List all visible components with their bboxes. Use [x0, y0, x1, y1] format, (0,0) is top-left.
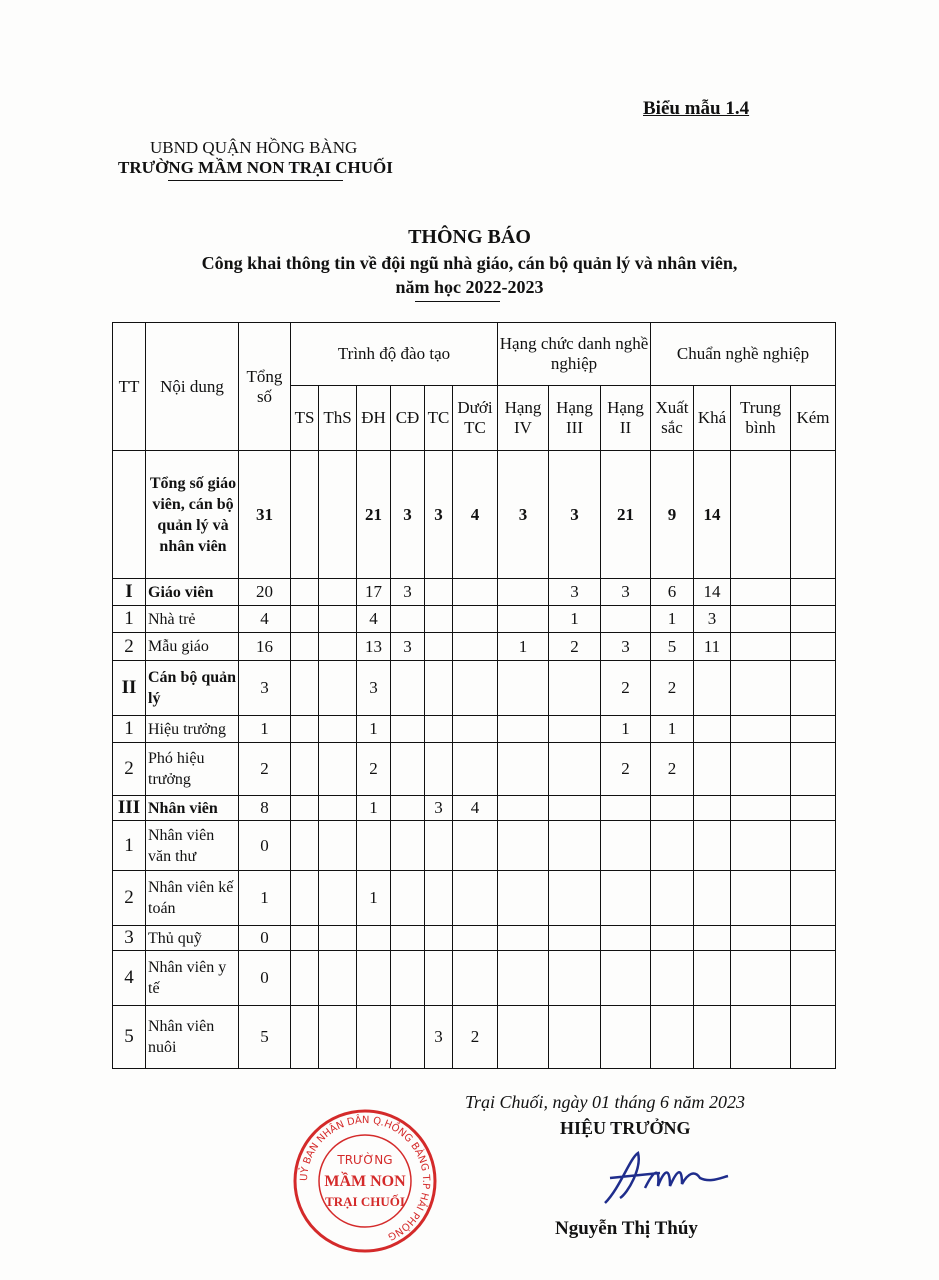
cell-value	[731, 796, 791, 821]
cell-value: 3	[357, 661, 391, 716]
cell-value	[498, 743, 549, 796]
cell-value	[357, 1006, 391, 1069]
cell-value	[731, 661, 791, 716]
row-label: Nhà trẻ	[146, 606, 239, 633]
cell-value: 3	[425, 1006, 453, 1069]
cell-value	[498, 716, 549, 743]
cell-value: 1	[239, 871, 291, 926]
cell-value	[391, 951, 425, 1006]
cell-value	[601, 926, 651, 951]
cell-value: 2	[357, 743, 391, 796]
cell-value: 1	[651, 606, 694, 633]
cell-value	[498, 1006, 549, 1069]
cell-value	[791, 661, 836, 716]
cell-value	[694, 796, 731, 821]
cell-value	[601, 796, 651, 821]
cell-value	[391, 661, 425, 716]
cell-value	[651, 796, 694, 821]
cell-value: 3	[425, 796, 453, 821]
cell-value: 0	[239, 951, 291, 1006]
row-index: 1	[113, 716, 146, 743]
cell-value	[291, 451, 319, 579]
row-index: I	[113, 579, 146, 606]
cell-value	[319, 871, 357, 926]
cell-value	[453, 579, 498, 606]
cell-value: 31	[239, 451, 291, 579]
document-subtitle	[0, 251, 939, 299]
cell-value	[651, 926, 694, 951]
cell-value: 8	[239, 796, 291, 821]
table-row	[113, 716, 836, 743]
cell-value	[791, 743, 836, 796]
cell-value	[319, 606, 357, 633]
cell-value	[549, 661, 601, 716]
row-label: Tổng số giáo viên, cán bộ quản lý và nhân viên	[146, 451, 239, 579]
header-training-sub: CĐ	[391, 386, 425, 451]
subtitle-line: năm học 2022-2023	[395, 277, 544, 297]
cell-value	[425, 951, 453, 1006]
cell-value	[498, 796, 549, 821]
cell-value	[425, 606, 453, 633]
cell-value	[425, 821, 453, 871]
cell-value	[453, 606, 498, 633]
cell-value	[731, 716, 791, 743]
cell-value: 16	[239, 633, 291, 661]
cell-value	[731, 871, 791, 926]
cell-value	[357, 951, 391, 1006]
table-row	[113, 743, 836, 796]
cell-value	[498, 606, 549, 633]
cell-value: 9	[651, 451, 694, 579]
cell-value: 1	[498, 633, 549, 661]
cell-value	[694, 821, 731, 871]
header-standard-sub: Trung bình	[731, 386, 791, 451]
cell-value	[319, 661, 357, 716]
header-rank-sub: Hạng II	[601, 386, 651, 451]
row-index: 4	[113, 951, 146, 1006]
cell-value	[549, 1006, 601, 1069]
cell-value	[694, 743, 731, 796]
cell-value: 1	[549, 606, 601, 633]
cell-value	[453, 951, 498, 1006]
cell-value	[291, 1006, 319, 1069]
cell-value	[731, 606, 791, 633]
cell-value	[291, 743, 319, 796]
table-row	[113, 606, 836, 633]
cell-value	[651, 821, 694, 871]
signature-block	[0, 1092, 939, 1272]
row-label: Phó hiệu trưởng	[146, 743, 239, 796]
cell-value	[319, 716, 357, 743]
cell-value	[731, 821, 791, 871]
signer-role: HIỆU TRƯỞNG	[560, 1118, 691, 1138]
row-index: 3	[113, 926, 146, 951]
cell-value: 0	[239, 821, 291, 871]
cell-value	[425, 633, 453, 661]
header-training-sub: ĐH	[357, 386, 391, 451]
table-row	[113, 871, 836, 926]
cell-value	[291, 926, 319, 951]
cell-value	[291, 796, 319, 821]
row-index: 1	[113, 821, 146, 871]
cell-value	[498, 926, 549, 951]
cell-value	[601, 1006, 651, 1069]
row-index: 2	[113, 633, 146, 661]
cell-value: 1	[239, 716, 291, 743]
cell-value: 0	[239, 926, 291, 951]
cell-value	[731, 579, 791, 606]
cell-value: 2	[549, 633, 601, 661]
cell-value	[291, 606, 319, 633]
table-row	[113, 661, 836, 716]
cell-value: 4	[453, 451, 498, 579]
cell-value: 2	[601, 743, 651, 796]
cell-value: 2	[239, 743, 291, 796]
cell-value	[425, 579, 453, 606]
row-label: Nhân viên	[146, 796, 239, 821]
cell-value	[549, 871, 601, 926]
header-standard: Chuẩn nghề nghiệp	[651, 323, 836, 386]
cell-value	[731, 743, 791, 796]
cell-value	[319, 633, 357, 661]
cell-value: 1	[601, 716, 651, 743]
row-label: Nhân viên văn thư	[146, 821, 239, 871]
cell-value: 11	[694, 633, 731, 661]
cell-value	[791, 579, 836, 606]
header-total: Tổng số	[239, 323, 291, 451]
header-rank-sub: Hạng IV	[498, 386, 549, 451]
cell-value	[694, 716, 731, 743]
cell-value: 3	[694, 606, 731, 633]
cell-value	[425, 926, 453, 951]
cell-value	[291, 716, 319, 743]
cell-value: 3	[549, 579, 601, 606]
cell-value	[319, 743, 357, 796]
cell-value	[319, 451, 357, 579]
header-rank-sub: Hạng III	[549, 386, 601, 451]
cell-value	[319, 821, 357, 871]
cell-value	[651, 871, 694, 926]
row-label: Giáo viên	[146, 579, 239, 606]
cell-value: 4	[239, 606, 291, 633]
cell-value: 2	[601, 661, 651, 716]
cell-value: 13	[357, 633, 391, 661]
cell-value	[731, 926, 791, 951]
row-index: 2	[113, 743, 146, 796]
cell-value	[694, 926, 731, 951]
cell-value	[291, 951, 319, 1006]
cell-value: 2	[651, 743, 694, 796]
cell-value	[453, 821, 498, 871]
table-row	[113, 451, 836, 579]
header-rank: Hạng chức danh nghề nghiệp	[498, 323, 651, 386]
cell-value	[498, 871, 549, 926]
cell-value	[791, 716, 836, 743]
cell-value: 4	[453, 796, 498, 821]
cell-value	[425, 871, 453, 926]
table-row	[113, 951, 836, 1006]
cell-value	[791, 633, 836, 661]
cell-value: 3	[498, 451, 549, 579]
cell-value: 21	[357, 451, 391, 579]
cell-value	[601, 951, 651, 1006]
row-index: 2	[113, 871, 146, 926]
cell-value	[731, 1006, 791, 1069]
cell-value	[791, 796, 836, 821]
cell-value: 3	[425, 451, 453, 579]
table-row	[113, 821, 836, 871]
cell-value	[791, 951, 836, 1006]
cell-value: 5	[651, 633, 694, 661]
cell-value	[453, 661, 498, 716]
table-row	[113, 579, 836, 606]
cell-value	[791, 451, 836, 579]
row-index: III	[113, 796, 146, 821]
cell-value	[391, 821, 425, 871]
cell-value	[549, 821, 601, 871]
cell-value	[549, 951, 601, 1006]
cell-value	[731, 633, 791, 661]
cell-value	[391, 1006, 425, 1069]
cell-value	[694, 951, 731, 1006]
cell-value	[791, 1006, 836, 1069]
cell-value: 3	[391, 633, 425, 661]
cell-value	[291, 661, 319, 716]
cell-value	[425, 661, 453, 716]
subtitle-line: Công khai thông tin về đội ngũ nhà giáo, cán bộ quản lý và nhân viên,	[201, 253, 738, 273]
cell-value	[319, 926, 357, 951]
cell-value	[391, 926, 425, 951]
cell-value	[731, 951, 791, 1006]
divider	[415, 301, 500, 302]
cell-value	[694, 661, 731, 716]
cell-value	[498, 821, 549, 871]
cell-value	[291, 579, 319, 606]
cell-value: 4	[357, 606, 391, 633]
cell-value	[694, 1006, 731, 1069]
cell-value: 21	[601, 451, 651, 579]
cell-value	[319, 951, 357, 1006]
cell-value: 1	[357, 716, 391, 743]
cell-value	[453, 926, 498, 951]
table-row	[113, 633, 836, 661]
cell-value	[453, 871, 498, 926]
header-standard-sub: Kém	[791, 386, 836, 451]
svg-text:TRƯỜNG: TRƯỜNG	[337, 1153, 393, 1167]
table-row	[113, 926, 836, 951]
signature	[600, 1148, 730, 1208]
official-stamp	[290, 1106, 440, 1256]
header-training-sub: TC	[425, 386, 453, 451]
cell-value	[357, 926, 391, 951]
document-title: THÔNG BÁO	[408, 226, 531, 248]
cell-value	[319, 579, 357, 606]
cell-value	[453, 633, 498, 661]
row-label: Nhân viên y tế	[146, 951, 239, 1006]
row-index	[113, 451, 146, 579]
table-row	[113, 1006, 836, 1069]
signing-date: Trại Chuối, ngày 01 tháng 6 năm 2023	[465, 1092, 746, 1112]
header-training-sub: TS	[291, 386, 319, 451]
cell-value	[391, 743, 425, 796]
cell-value	[498, 661, 549, 716]
cell-value	[498, 951, 549, 1006]
row-label: Thủ quỹ	[146, 926, 239, 951]
row-label: Nhân viên kế toán	[146, 871, 239, 926]
cell-value	[391, 716, 425, 743]
row-index: 5	[113, 1006, 146, 1069]
cell-value: 1	[357, 796, 391, 821]
cell-value: 5	[239, 1006, 291, 1069]
cell-value	[549, 796, 601, 821]
cell-value: 3	[601, 579, 651, 606]
svg-text:UỶ BAN NHÂN DÂN Q.HỒNG BÀNG T.: UỶ BAN NHÂN DÂN Q.HỒNG BÀNG T.P HẢI PHÒNG	[298, 1114, 432, 1242]
row-label: Mẫu giáo	[146, 633, 239, 661]
cell-value	[549, 926, 601, 951]
cell-value	[791, 821, 836, 871]
cell-value	[694, 871, 731, 926]
row-label: Hiệu trưởng	[146, 716, 239, 743]
signer-name: Nguyễn Thị Thúy	[555, 1218, 698, 1239]
cell-value	[601, 606, 651, 633]
form-number: Biểu mẫu 1.4	[643, 98, 750, 119]
cell-value	[453, 716, 498, 743]
divider	[168, 180, 343, 181]
cell-value: 1	[357, 871, 391, 926]
cell-value	[291, 871, 319, 926]
cell-value	[291, 821, 319, 871]
cell-value: 14	[694, 579, 731, 606]
header-training-sub: Dưới TC	[453, 386, 498, 451]
cell-value	[601, 871, 651, 926]
school-name: TRƯỜNG MẦM NON TRẠI CHUỐI	[118, 158, 393, 177]
staff-table	[112, 322, 836, 1069]
cell-value: 2	[651, 661, 694, 716]
cell-value	[498, 579, 549, 606]
table-row	[113, 796, 836, 821]
cell-value	[791, 926, 836, 951]
cell-value: 2	[453, 1006, 498, 1069]
row-index: 1	[113, 606, 146, 633]
cell-value	[601, 821, 651, 871]
svg-text:MẦM NON: MẦM NON	[324, 1173, 406, 1190]
cell-value: 3	[391, 451, 425, 579]
cell-value	[453, 743, 498, 796]
header-content: Nội dung	[146, 323, 239, 451]
cell-value	[425, 716, 453, 743]
row-label: Cán bộ quản lý	[146, 661, 239, 716]
header-training: Trình độ đào tạo	[291, 323, 498, 386]
cell-value: 1	[651, 716, 694, 743]
header-tt: TT	[113, 323, 146, 451]
cell-value	[357, 821, 391, 871]
agency-name: UBND QUẬN HỒNG BÀNG	[150, 138, 358, 157]
row-label: Nhân viên nuôi	[146, 1006, 239, 1069]
cell-value	[391, 606, 425, 633]
cell-value	[391, 871, 425, 926]
svg-text:TRẠI CHUỐI: TRẠI CHUỐI	[325, 1194, 405, 1209]
cell-value	[791, 871, 836, 926]
header-standard-sub: Khá	[694, 386, 731, 451]
header-training-sub: ThS	[319, 386, 357, 451]
cell-value	[319, 1006, 357, 1069]
cell-value: 3	[391, 579, 425, 606]
cell-value: 3	[601, 633, 651, 661]
header-standard-sub: Xuất sắc	[651, 386, 694, 451]
cell-value	[651, 951, 694, 1006]
cell-value: 3	[549, 451, 601, 579]
cell-value	[651, 1006, 694, 1069]
cell-value	[391, 796, 425, 821]
cell-value: 14	[694, 451, 731, 579]
cell-value	[731, 451, 791, 579]
cell-value: 3	[239, 661, 291, 716]
cell-value	[291, 633, 319, 661]
cell-value	[425, 743, 453, 796]
cell-value: 20	[239, 579, 291, 606]
cell-value: 17	[357, 579, 391, 606]
cell-value	[791, 606, 836, 633]
cell-value	[549, 716, 601, 743]
cell-value	[319, 796, 357, 821]
cell-value: 6	[651, 579, 694, 606]
row-index: II	[113, 661, 146, 716]
cell-value	[549, 743, 601, 796]
